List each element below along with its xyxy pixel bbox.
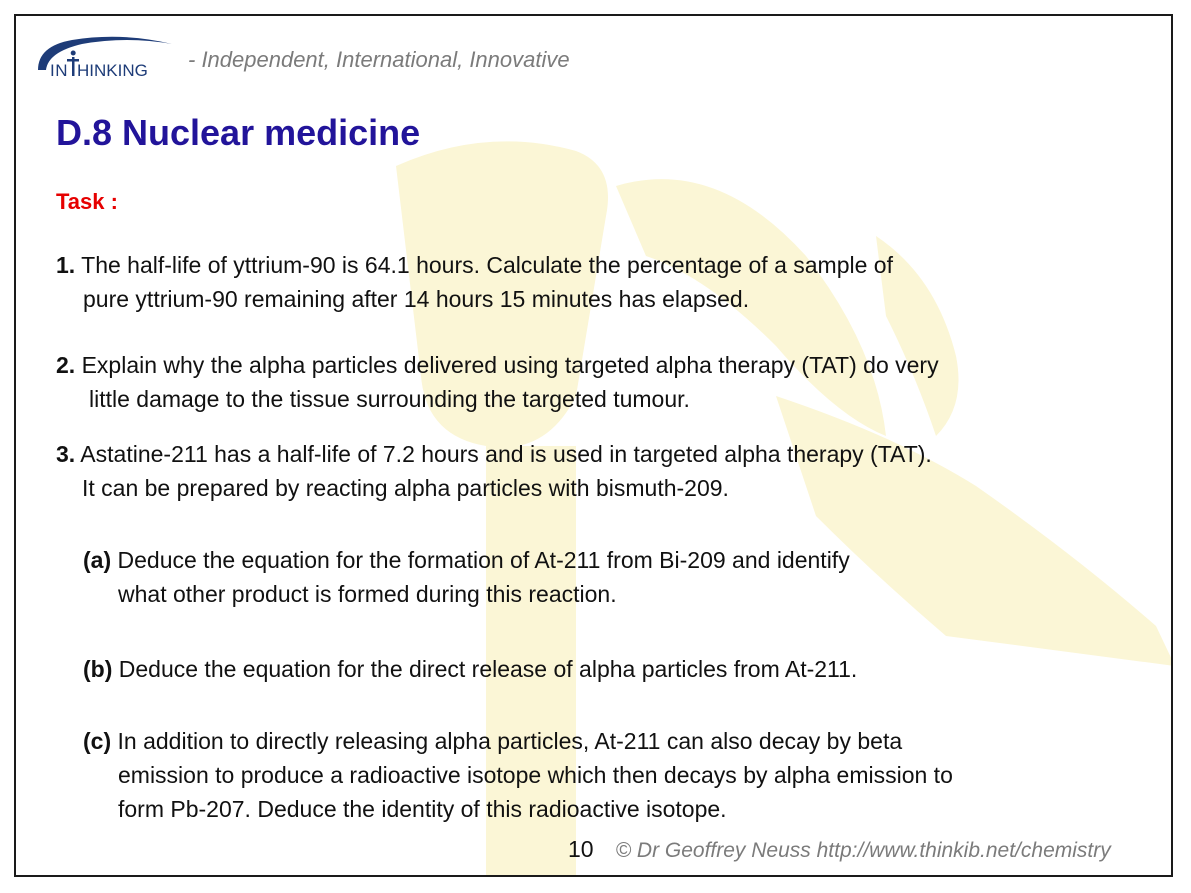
- question-text: Explain why the alpha particles delivered using targeted alpha therapy (TAT) do very: [75, 352, 939, 378]
- question-text: Deduce the equation for the formation of At-211 from Bi-209 and identify: [111, 547, 850, 573]
- question-text-continued: pure yttrium-90 remaining after 14 hours 15 minutes has elapsed.: [83, 286, 750, 312]
- header: [32, 32, 570, 84]
- subquestion-c: [83, 724, 953, 826]
- subquestion-label: (b): [83, 656, 113, 682]
- footer: [568, 836, 1111, 863]
- question-text-continued: form Pb-207. Deduce the identity of this radioactive isotope.: [118, 796, 727, 822]
- question-1: [56, 248, 893, 316]
- subquestion-label: (a): [83, 547, 112, 573]
- question-number: 3.: [56, 441, 76, 467]
- question-3: [56, 437, 932, 505]
- question-text-continued: little damage to the tissue surrounding the targeted tumour.: [89, 386, 690, 412]
- question-2: [56, 348, 939, 416]
- page-title: D.8 Nuclear medicine: [56, 112, 421, 153]
- question-text: Astatine-211 has a half-life of 7.2 hours and is used in targeted alpha therapy (TAT).: [75, 441, 932, 467]
- subquestion-a: [83, 543, 850, 611]
- tagline: - Independent, International, Innovative: [188, 47, 570, 72]
- svg-text:IN: IN: [50, 61, 68, 80]
- question-number: 1.: [56, 252, 76, 278]
- question-text-continued: It can be prepared by reacting alpha particles with bismuth-209.: [82, 475, 729, 501]
- question-number: 2.: [56, 352, 76, 378]
- question-text: Deduce the equation for the direct release of alpha particles from At-211.: [112, 656, 858, 682]
- question-text-continued: what other product is formed during this reaction.: [118, 581, 617, 607]
- copyright-notice: © Dr Geoffrey Neuss http://www.thinkib.net/chemistry: [615, 839, 1111, 862]
- question-text: The half-life of yttrium-90 is 64.1 hours. Calculate the percentage of a sample of: [75, 252, 893, 278]
- svg-text:HINKING: HINKING: [77, 61, 148, 80]
- page-number: 10: [568, 836, 594, 862]
- question-text-continued: emission to produce a radioactive isotope which then decays by alpha emission to: [118, 762, 953, 788]
- slide: [14, 14, 1173, 877]
- inthinking-logo: [32, 32, 182, 84]
- task-label: Task :: [56, 189, 118, 214]
- subquestion-label: (c): [83, 728, 112, 754]
- question-text: In addition to directly releasing alpha particles, At-211 can also decay by beta: [111, 728, 903, 754]
- subquestion-b: [83, 652, 857, 686]
